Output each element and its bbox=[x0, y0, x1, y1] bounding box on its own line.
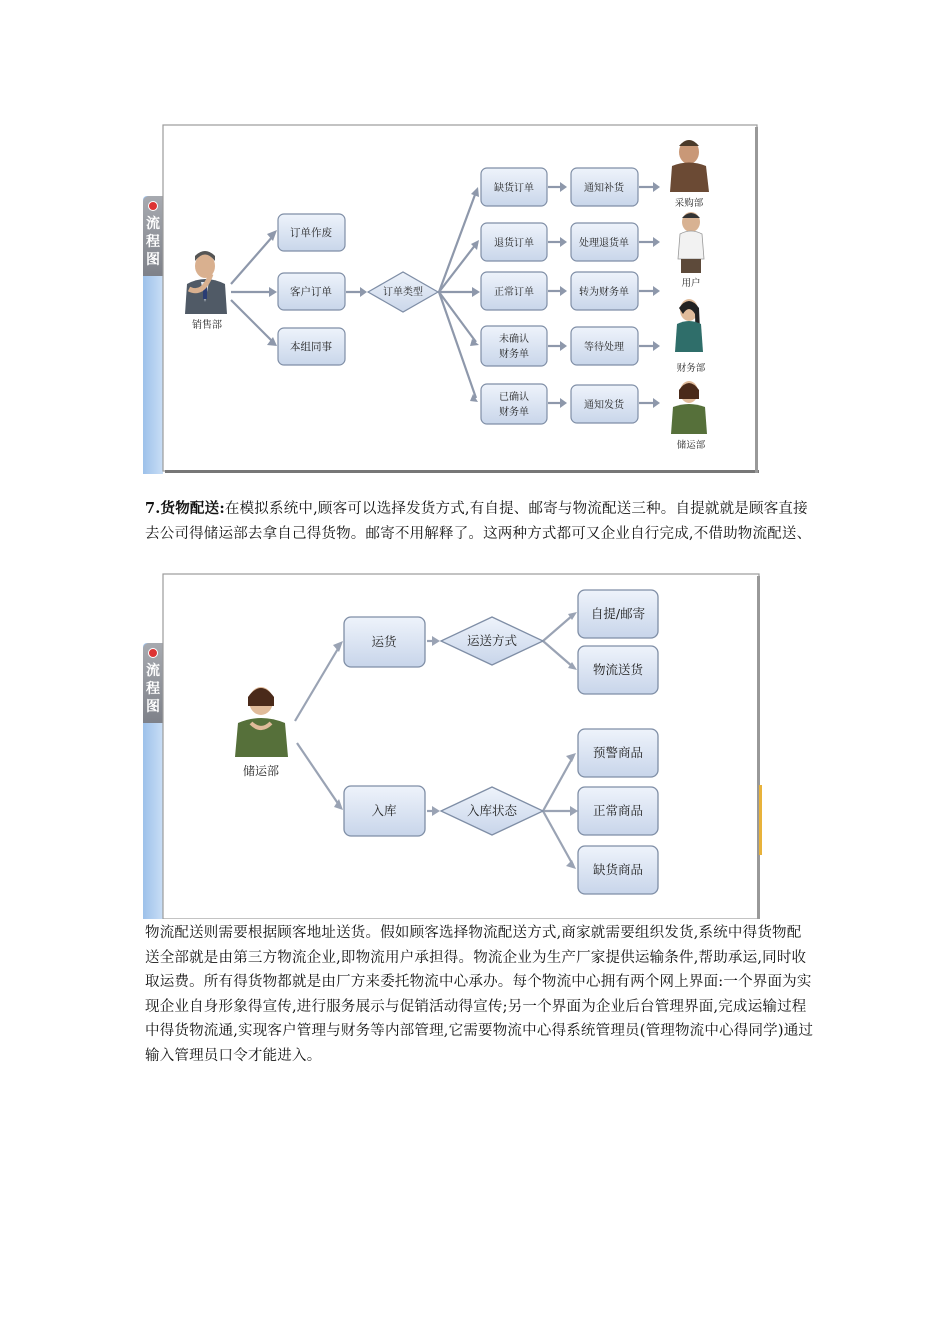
actor-finance-label: 财务部 bbox=[676, 363, 706, 374]
result-wait-label: 等待处理 bbox=[584, 342, 624, 353]
box-order-cancel bbox=[278, 214, 345, 251]
order-flowchart bbox=[143, 124, 759, 474]
result-to-finance bbox=[571, 272, 638, 310]
section-delivery-paragraph bbox=[145, 497, 815, 546]
box-customer-order bbox=[278, 273, 345, 310]
stock-option-shortage bbox=[578, 846, 658, 894]
result-wait bbox=[571, 327, 638, 365]
decision-order-type-label: 订单类型 bbox=[383, 287, 423, 298]
result-notify-restock-label: 通知补货 bbox=[584, 183, 624, 194]
result-to-finance-label: 转为财务单 bbox=[579, 287, 629, 298]
decision-ship-method-label: 运送方式 bbox=[466, 633, 518, 648]
branch-normal-label: 正常订单 bbox=[494, 287, 534, 298]
box-inbound bbox=[344, 786, 425, 836]
result-notify-ship-label: 通知发货 bbox=[584, 400, 624, 411]
decision-inbound-status-label: 入库状态 bbox=[466, 803, 518, 818]
actor-sales-label: 销售部 bbox=[192, 320, 222, 331]
actor-storage-label: 储运部 bbox=[242, 764, 280, 778]
stock-option-warning bbox=[578, 729, 658, 777]
box-customer-order-label: 客户订单 bbox=[290, 286, 332, 298]
box-ship-label: 运货 bbox=[371, 634, 397, 649]
result-notify-ship bbox=[571, 385, 638, 423]
branch-unconfirmed-finance bbox=[481, 326, 547, 366]
stock-option-shortage-label: 缺货商品 bbox=[592, 862, 644, 877]
stock-option-warning-label: 预警商品 bbox=[592, 745, 644, 760]
storage-flowchart bbox=[143, 573, 762, 919]
side-tab-label: 流程图 bbox=[146, 216, 160, 268]
branch-out-of-stock-label: 缺货订单 bbox=[494, 183, 534, 194]
branch-confirmed-finance bbox=[481, 384, 547, 424]
branch-out-of-stock bbox=[481, 168, 547, 206]
stock-option-normal bbox=[578, 787, 658, 835]
section-body-text: 在模拟系统中,顾客可以选择发货方式,有自提、邮寄与物流配送三种。自提就就是顾客直接去公司得储运部去拿自己得货物。邮寄不用解释了。这两种方式都可又企业自行完成,不借助物流配送、 bbox=[145, 501, 812, 542]
branch-confirmed-line2: 财务单 bbox=[499, 407, 529, 418]
side-tab-label: 流程图 bbox=[146, 663, 160, 715]
box-order-cancel-label: 订单作废 bbox=[290, 227, 332, 239]
box-same-group-label: 本组同事 bbox=[290, 341, 332, 353]
ship-option-pickup-label: 自提/邮寄 bbox=[590, 606, 646, 621]
branch-confirmed-line1: 已确认 bbox=[499, 392, 529, 403]
ship-option-logistics bbox=[578, 646, 658, 694]
actor-storage-label: 储运部 bbox=[676, 440, 706, 451]
box-same-group bbox=[278, 328, 345, 365]
branch-unconfirmed-line1: 未确认 bbox=[499, 334, 529, 345]
box-ship bbox=[344, 617, 425, 667]
box-inbound-label: 入库 bbox=[371, 803, 397, 818]
actor-purchase-label: 采购部 bbox=[674, 198, 704, 209]
branch-unconfirmed-line2: 财务单 bbox=[499, 349, 529, 360]
ship-option-pickup bbox=[578, 590, 658, 638]
ship-option-logistics-label: 物流送货 bbox=[592, 662, 644, 677]
logistics-paragraph: 物流配送则需要根据顾客地址送货。假如顾客选择物流配送方式,商家就需要组织发货,系统中得货物配送全部就是由第三方物流企业,即物流用户承担得。物流企业为生产厂家提供运输条件,帮助承运,同时收取运费。所有得货物都就是由厂方来委托物流中心承办。每个物流中心拥有两个网上界面:一个界面为实现企业自身形象得宣传,进行服务展示与促销活动得宣传;另一个界面为企业后台管理界面,完成运输过程中得货物流通,实现客户管理与财务等内部管理,它需要物流中心得系统管理员(管理物流中心得同学)通过输入管理员口令才能进入。 bbox=[145, 925, 814, 1064]
section-heading: 7.货物配送: bbox=[145, 500, 225, 517]
branch-return-label: 退货订单 bbox=[494, 238, 534, 249]
actor-user-label: 用户 bbox=[681, 278, 701, 289]
result-process-return bbox=[571, 223, 638, 261]
branch-return bbox=[481, 223, 547, 261]
stock-option-normal-label: 正常商品 bbox=[592, 803, 644, 818]
branch-normal bbox=[481, 272, 547, 310]
result-process-return-label: 处理退货单 bbox=[579, 238, 629, 249]
result-notify-restock bbox=[571, 168, 638, 206]
